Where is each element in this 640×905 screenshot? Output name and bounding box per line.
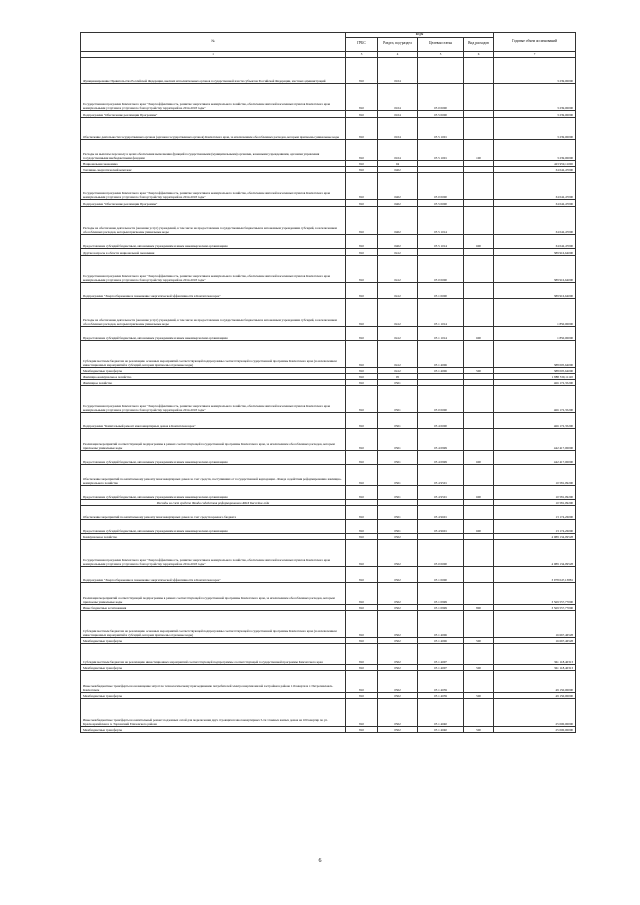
row-name: Межбюджетные трансферты: [81, 637, 346, 643]
row-grbs: 810: [346, 428, 378, 450]
row-section: 0104: [378, 83, 418, 110]
row-amount: 10 581,09200: [494, 485, 576, 499]
row-name: Расходы на обеспечение деятельности (оказание услуг) учреждений, в том числе на предоставление государственным бюджетным и автономным учреждениям субсидий, за исключением обособленных расходов, которым присвоены уникальные коды: [81, 206, 346, 234]
row-name: Государственная программа Камчатского края "Энергоэффективность, развитие энергетики и коммунального хозяйства, обеспечение жителей населенных пунктов Камчатского края коммунальными услугами и услугами по благоустройству территорий на 2014-2018 годы": [81, 255, 346, 282]
row-kind: 500: [464, 367, 494, 373]
row-grbs: 810: [346, 298, 378, 326]
row-section: 0502: [378, 533, 418, 539]
row-kind: 600: [464, 450, 494, 464]
row-amount: 361 118,40313: [494, 664, 576, 670]
row-target: 05 1 4039: [418, 670, 464, 692]
row-grbs: 810: [346, 566, 378, 582]
row-target: 05 1 4006: [418, 637, 464, 643]
row-target: 05 0 0000: [418, 539, 464, 566]
row-amount: 442 417,00000: [494, 450, 576, 464]
row-grbs: 810: [346, 340, 378, 367]
header-annual: Годовые объем ассигнований: [494, 33, 576, 52]
row-amount: 4 089 134,09528: [494, 533, 576, 539]
row-target: 05 1 4039: [418, 692, 464, 698]
table-row: [81, 206, 576, 234]
row-target: 05 5 1001: [418, 117, 464, 139]
row-amount: 49 150,00000: [494, 670, 576, 692]
table-row: [81, 412, 576, 428]
row-target: 05 4 0000: [418, 412, 464, 428]
row-section: 0104: [378, 117, 418, 139]
row-grbs: 810: [346, 637, 378, 643]
header-num: №: [81, 33, 346, 52]
row-target: [418, 248, 464, 255]
row-target: 05 4 0999: [418, 428, 464, 450]
row-kind: [464, 340, 494, 367]
row-kind: [464, 385, 494, 412]
row-section: 0412: [378, 340, 418, 367]
row-section: 0502: [378, 539, 418, 566]
row-grbs: 810: [346, 412, 378, 428]
row-kind: 600: [464, 519, 494, 533]
row-target: 05 0 0000: [418, 172, 464, 199]
row-amount: 3 239,00000: [494, 117, 576, 139]
row-name: Межбюджетные трансферты: [81, 692, 346, 698]
col-number: 5: [418, 51, 464, 57]
row-name: Иные бюджетные ассигнования: [81, 604, 346, 610]
table-row: [81, 199, 576, 206]
row-section: 0402: [378, 172, 418, 199]
row-section: 0501: [378, 385, 418, 412]
row-target: 05 4 0999: [418, 450, 464, 464]
budget-table: [80, 32, 576, 733]
row-grbs: 810: [346, 117, 378, 139]
row-amount: 442 417,00000: [494, 428, 576, 450]
row-name: Подпрограмма "Капитальный ремонт многоквартирных домов в Камчатском крае": [81, 412, 346, 428]
row-name: Подпрограмма "Обеспечение реализации Программы": [81, 199, 346, 206]
row-amount: 1 850,00000: [494, 326, 576, 340]
row-kind: [464, 199, 494, 206]
row-name: Государственная программа Камчатского края "Энергоэффективность, развитие энергетики и коммунального хозяйства, обеспечение жителей населенных пунктов Камчатского края коммунальными услугами и услугами по благоустройству территорий на 2014-2018 годы": [81, 83, 346, 110]
row-section: 0412: [378, 367, 418, 373]
row-section: 0104: [378, 110, 418, 117]
row-name: Расходы на обеспечение деятельности (оказание услуг) учреждений, в том числе на предоставление государственным бюджетным и автономным учреждениям субсидий, за исключением обособленных расходов, которым присвоены уникальные коды: [81, 298, 346, 326]
row-kind: [464, 464, 494, 485]
row-grbs: 810: [346, 610, 378, 637]
row-grbs: 810: [346, 379, 378, 385]
row-name: Жилищное хозяйство: [81, 379, 346, 385]
row-grbs: 810: [346, 172, 378, 199]
row-target: 05 5 1014: [418, 206, 464, 234]
row-kind: [464, 282, 494, 298]
row-amount: 1 850,00000: [494, 298, 576, 326]
header-section: Раздел, под-раздел: [378, 37, 418, 51]
row-target: [418, 57, 464, 83]
row-target: 05 4 9601: [418, 519, 464, 533]
row-grbs: 810: [346, 255, 378, 282]
row-section: 0502: [378, 698, 418, 726]
row-grbs: 810: [346, 166, 378, 172]
row-name: Обеспечение деятельности государственных органов (органов государственных органов) Камчатского края, за исключением обособленных расходов, которым присвоены уникальные коды: [81, 117, 346, 139]
row-target: 05 5 0000: [418, 110, 464, 117]
table-row: [81, 139, 576, 160]
row-target: 05 0 0000: [418, 255, 464, 282]
row-amount: 4 089 134,09528: [494, 539, 576, 566]
row-grbs: 810: [346, 57, 378, 83]
row-section: 0502: [378, 582, 418, 604]
row-amount: 16 667,46528: [494, 637, 576, 643]
row-name: Реализация мероприятий соответствующей подпрограммы в рамках соответствующей государственной программы Камчатского края, за исключением обособленных расходов, которым присвоены уникальные коды: [81, 428, 346, 450]
row-grbs: 810: [346, 533, 378, 539]
table-row: [81, 505, 576, 519]
row-name: Субсидии местным бюджетам на реализацию основных мероприятий соответствующей подпрограммы соответствующей государственной программы Камчатского края (за исключением инвестиционных мероприятий и субсидий, которым присвоены отдельные коды): [81, 610, 346, 637]
row-target: 05 1 4007: [418, 664, 464, 670]
row-amount: 1 888 539,11120: [494, 373, 576, 379]
row-target: 05 1 4007: [418, 643, 464, 664]
row-grbs: 810: [346, 83, 378, 110]
table-row: [81, 582, 576, 604]
row-section: 0501: [378, 505, 418, 519]
header-codes: коды: [346, 33, 494, 38]
row-target: 05 1 0999: [418, 582, 464, 604]
row-kind: 500: [464, 637, 494, 643]
row-grbs: 810: [346, 643, 378, 664]
row-target: 05 1 4006: [418, 367, 464, 373]
row-name: Иные межбюджетные трансферты на возмещение затрат по технологическому присоединению потребителей электроэнергии жилой застройки в районе 116 квартала г. Петропавловск-Камчатском: [81, 670, 346, 692]
row-name: Национальная экономика: [81, 160, 346, 166]
col-number: 7: [494, 51, 576, 57]
row-amount: 3 978 047,13881: [494, 566, 576, 582]
row-section: 0501: [378, 379, 418, 385]
row-section: 0501: [378, 519, 418, 533]
row-kind: [464, 539, 494, 566]
row-kind: [464, 255, 494, 282]
table-row: [81, 326, 576, 340]
row-kind: 600: [464, 485, 494, 499]
table-row: [81, 248, 576, 255]
row-grbs: 810: [346, 670, 378, 692]
row-grbs: 810: [346, 248, 378, 255]
row-grbs: 810: [346, 464, 378, 485]
row-amount: 466 172,35200: [494, 385, 576, 412]
row-name: Предоставление субсидий бюджетным, автономным учреждениям и иным некоммерческим организациям: [81, 485, 346, 499]
row-section: 0402: [378, 234, 418, 248]
row-target: 05 1 4006: [418, 340, 464, 367]
row-target: 05 5 1014: [418, 234, 464, 248]
row-kind: 100: [464, 139, 494, 160]
row-name: Субсидии местным бюджетам на реализацию основных мероприятий соответствующей подпрограммы соответствующей государственной программы Камчатского края (за исключением инвестиционных мероприятий и субсидий, которым присвоены отдельные коды): [81, 340, 346, 367]
row-amount: 389 916,64000: [494, 282, 576, 298]
row-target: 05 4 9601: [418, 505, 464, 519]
row-name: Другие вопросы в области национальной экономики: [81, 248, 346, 255]
row-amount: 388 005,64000: [494, 340, 576, 367]
table-row: [81, 726, 576, 732]
row-section: 0412: [378, 298, 418, 326]
table-row: [81, 428, 576, 450]
row-section: 0502: [378, 670, 418, 692]
table-row: [81, 485, 576, 499]
row-amount: 423 959,11000: [494, 160, 576, 166]
row-kind: [464, 610, 494, 637]
row-grbs: 810: [346, 199, 378, 206]
row-section: 0402: [378, 206, 418, 234]
row-amount: 466 172,35200: [494, 412, 576, 428]
header-kind: Вид расходов: [464, 37, 494, 51]
row-grbs: 810: [346, 160, 378, 166]
row-name: Подпрограмма "Обеспечение реализации Программы": [81, 110, 346, 117]
row-kind: 600: [464, 234, 494, 248]
row-amount: 361 118,40313: [494, 643, 576, 664]
row-kind: [464, 172, 494, 199]
row-kind: 500: [464, 664, 494, 670]
row-grbs: 810: [346, 282, 378, 298]
row-amount: 34 042,47000: [494, 206, 576, 234]
row-kind: [464, 582, 494, 604]
row-kind: [464, 412, 494, 428]
row-section: 05: [378, 373, 418, 379]
table-row: [81, 340, 576, 367]
row-kind: [464, 566, 494, 582]
table-row: [81, 698, 576, 726]
row-grbs: 810: [346, 604, 378, 610]
row-grbs: 810: [346, 373, 378, 379]
row-grbs: 810: [346, 539, 378, 566]
row-amount: 34 042,47000: [494, 234, 576, 248]
table-row: [81, 83, 576, 110]
row-amount: 16 667,46528: [494, 610, 576, 637]
row-kind: [464, 117, 494, 139]
row-amount: 10 581,09200: [494, 499, 576, 505]
row-target: 05 1 4040: [418, 698, 464, 726]
row-target: 05 1 4006: [418, 610, 464, 637]
row-grbs: 810: [346, 139, 378, 160]
row-kind: [464, 83, 494, 110]
row-section: 0104: [378, 139, 418, 160]
row-kind: [464, 206, 494, 234]
row-section: 0502: [378, 610, 418, 637]
row-grbs: 810: [346, 367, 378, 373]
row-kind: [464, 670, 494, 692]
row-amount: 13 174,26000: [494, 505, 576, 519]
row-amount: 3 239,00000: [494, 83, 576, 110]
row-name: Коммунальное хозяйство: [81, 533, 346, 539]
table-row: [81, 464, 576, 485]
row-name: Предоставление субсидий бюджетным, автономным учреждениям и иным некоммерческим организациям: [81, 450, 346, 464]
row-target: 05 0 0000: [418, 83, 464, 110]
row-amount: 13 174,26000: [494, 519, 576, 533]
row-name: Государственная программа Камчатского края "Энергоэффективность, развитие энергетики и коммунального хозяйства, обеспечение жителей населенных пунктов Камчатского края коммунальными услугами и услугами по благоустройству территорий на 2014-2018 годы": [81, 385, 346, 412]
row-kind: [464, 248, 494, 255]
row-section: 0501: [378, 428, 418, 450]
row-target: 05 1 1014: [418, 326, 464, 340]
row-grbs: 810: [346, 234, 378, 248]
table-row: [81, 57, 576, 83]
row-section: 0502: [378, 692, 418, 698]
row-target: 05 5 1001: [418, 139, 464, 160]
row-section: 0502: [378, 664, 418, 670]
row-section: 04: [378, 160, 418, 166]
row-amount: 3 569 557,77000: [494, 604, 576, 610]
row-grbs: 810: [346, 698, 378, 726]
table-row: [81, 234, 576, 248]
row-kind: [464, 643, 494, 664]
row-section: 0502: [378, 726, 418, 732]
row-name: Топливно-энергетический комплекс: [81, 166, 346, 172]
row-section: 0104: [378, 57, 418, 83]
row-amount: 3 239,00000: [494, 110, 576, 117]
table-row: [81, 385, 576, 412]
table-row: [81, 172, 576, 199]
row-amount: 389 916,64000: [494, 255, 576, 282]
row-section: 0502: [378, 566, 418, 582]
table-row: [81, 110, 576, 117]
row-kind: [464, 505, 494, 519]
row-section: 0402: [378, 166, 418, 172]
row-kind: 800: [464, 604, 494, 610]
table-row: [81, 450, 576, 464]
row-name: Межбюджетные трансферты: [81, 367, 346, 373]
col-number: 4: [378, 51, 418, 57]
row-name: Обеспечение мероприятий по капитальному ремонту многоквартирных домов за счет средств краевого бюджета: [81, 505, 346, 519]
row-name: Государственная программа Камчатского края "Энергоэффективность, развитие энергетики и коммунального хозяйства, обеспечение жителей населенных пунктов Камчатского края коммунальными услугами и услугами по благоустройству территорий на 2014-2018 годы": [81, 539, 346, 566]
row-name: Жилищно-коммунальное хозяйство: [81, 373, 346, 379]
table-row: [81, 670, 576, 692]
table-row: [81, 610, 576, 637]
row-grbs: 810: [346, 519, 378, 533]
row-target: 05 0 0000: [418, 385, 464, 412]
row-name: Межбюджетные трансферты: [81, 726, 346, 732]
row-section: 0501: [378, 464, 418, 485]
header-grbs: ГРБС: [346, 37, 378, 51]
row-target: 05 1 0000: [418, 566, 464, 582]
row-name: Государственная программа Камчатского края "Энергоэффективность, развитие энергетики и коммунального хозяйства, обеспечение жителей населенных пунктов Камчатского края коммунальными услугами и услугами по благоустройству территорий на 2014-2018 годы": [81, 172, 346, 199]
row-kind: 500: [464, 692, 494, 698]
table-row: [81, 298, 576, 326]
table-body: [81, 57, 576, 732]
row-grbs: 810: [346, 385, 378, 412]
row-grbs: 810: [346, 110, 378, 117]
table-row: [81, 519, 576, 533]
row-target: 05 1 1014: [418, 298, 464, 326]
col-number: 6: [464, 51, 494, 57]
row-name: Расходы на выплаты персоналу в целях обеспечения выполнения функций государственными (муниципальными) органами, казенными учреждениями, органами управления государственными внебюджетными фондами: [81, 139, 346, 160]
row-section: 0412: [378, 255, 418, 282]
row-amount: 3 239,00000: [494, 139, 576, 160]
row-target: 05 1 0000: [418, 282, 464, 298]
table-row: [81, 117, 576, 139]
row-section: 0501: [378, 485, 418, 499]
table-header: [81, 33, 576, 58]
row-amount: 34 042,47000: [494, 172, 576, 199]
row-amount: 3 569 557,77000: [494, 582, 576, 604]
row-name: Реализация мероприятий соответствующей подпрограммы в рамках соответствующей государственной программы Камчатского края, за исключением обособленных расходов, которым присвоены уникальные коды: [81, 582, 346, 604]
row-amount: 25 000,00000: [494, 698, 576, 726]
row-target: 05 1 0999: [418, 604, 464, 610]
row-section: 0412: [378, 326, 418, 340]
row-grbs: 810: [346, 485, 378, 499]
row-amount: 49 150,00000: [494, 692, 576, 698]
row-kind: 600: [464, 326, 494, 340]
row-target: 05 1 4040: [418, 726, 464, 732]
row-target: 05 4 9501: [418, 464, 464, 485]
row-section: 0502: [378, 643, 418, 664]
table-row: [81, 255, 576, 282]
row-kind: [464, 57, 494, 83]
row-section: 0501: [378, 450, 418, 464]
row-section: 0412: [378, 282, 418, 298]
row-kind: [464, 298, 494, 326]
row-amount: 389 916,64000: [494, 248, 576, 255]
row-name: Обеспечение мероприятий по капитальному ремонту многоквартирных домов за счет средств, поступивших от государственной корпорации - Фонда содействия реформированию жилищно-коммунального хозяйства: [81, 464, 346, 485]
row-kind: [464, 110, 494, 117]
row-kind: 500: [464, 726, 494, 732]
row-section: 0502: [378, 637, 418, 643]
row-grbs: 810: [346, 664, 378, 670]
row-name: Предоставление субсидий бюджетным, автономным учреждениям и иным некоммерческим организациям: [81, 234, 346, 248]
row-name: Межбюджетные трансферты: [81, 664, 346, 670]
table-row: [81, 282, 576, 298]
table-row: [81, 566, 576, 582]
row-name: Подпрограмма "Энергосбережение и повышение энергетической эффективности в Камчатском крае": [81, 566, 346, 582]
row-amount: 466 172,35200: [494, 379, 576, 385]
row-section: 0501: [378, 412, 418, 428]
row-grbs: 810: [346, 582, 378, 604]
row-amount: 388 005,64000: [494, 367, 576, 373]
row-name: Предоставление субсидий бюджетным, автономным учреждениям и иным некоммерческим организациям: [81, 519, 346, 533]
row-target: 05 4 9501: [418, 485, 464, 499]
row-grbs: 810: [346, 505, 378, 519]
row-kind: [464, 698, 494, 726]
row-target: 05 5 0000: [418, 199, 464, 206]
table-row: [81, 539, 576, 566]
row-amount: 3 239,00000: [494, 57, 576, 83]
row-name: Субсидии местным бюджетам на реализацию инвестиционных мероприятий соответствующей подпрограммы соответствующей государственной программы Камчатского края: [81, 643, 346, 664]
row-grbs: 810: [346, 206, 378, 234]
row-amount: 10 581,09200: [494, 464, 576, 485]
row-section: 0502: [378, 604, 418, 610]
header-target: Целевая статья: [418, 37, 464, 51]
row-grbs: 810: [346, 692, 378, 698]
row-grbs: 810: [346, 326, 378, 340]
col-number: 3: [346, 51, 378, 57]
row-section: 0412: [378, 248, 418, 255]
page-number: 6: [318, 858, 322, 864]
row-name: Предоставление субсидий бюджетным, автономным учреждениям и иным некоммерческим организациям: [81, 326, 346, 340]
row-kind: [464, 428, 494, 450]
row-grbs: 810: [346, 726, 378, 732]
row-amount: 34 042,47000: [494, 166, 576, 172]
row-name: Иные межбюджетные трансферты на капитальный ремонт подземных сетей для подключения двух строящихся многоквартирных 5-ти этажных жилых домов на 100 квартир по ул. Красноармейская в п. Тарханский Елизовского района: [81, 698, 346, 726]
row-amount: 25 000,00000: [494, 726, 576, 732]
row-grbs: 810: [346, 450, 378, 464]
row-name: Функционирование Правительства Российской Федерации, высших исполнительных органов государственной власти субъектов Российской Федерации, местных администраций: [81, 57, 346, 83]
row-amount: 34 042,47000: [494, 199, 576, 206]
row-name: Расходы за счет средств Фонда содействия реформированию ЖКХ Бассейна года: [81, 499, 346, 505]
table-row: [81, 643, 576, 664]
col-number: 1: [81, 51, 346, 57]
row-section: 0402: [378, 199, 418, 206]
row-name: Подпрограмма "Энергосбережение и повышение энергетической эффективности в Камчатском крае": [81, 282, 346, 298]
